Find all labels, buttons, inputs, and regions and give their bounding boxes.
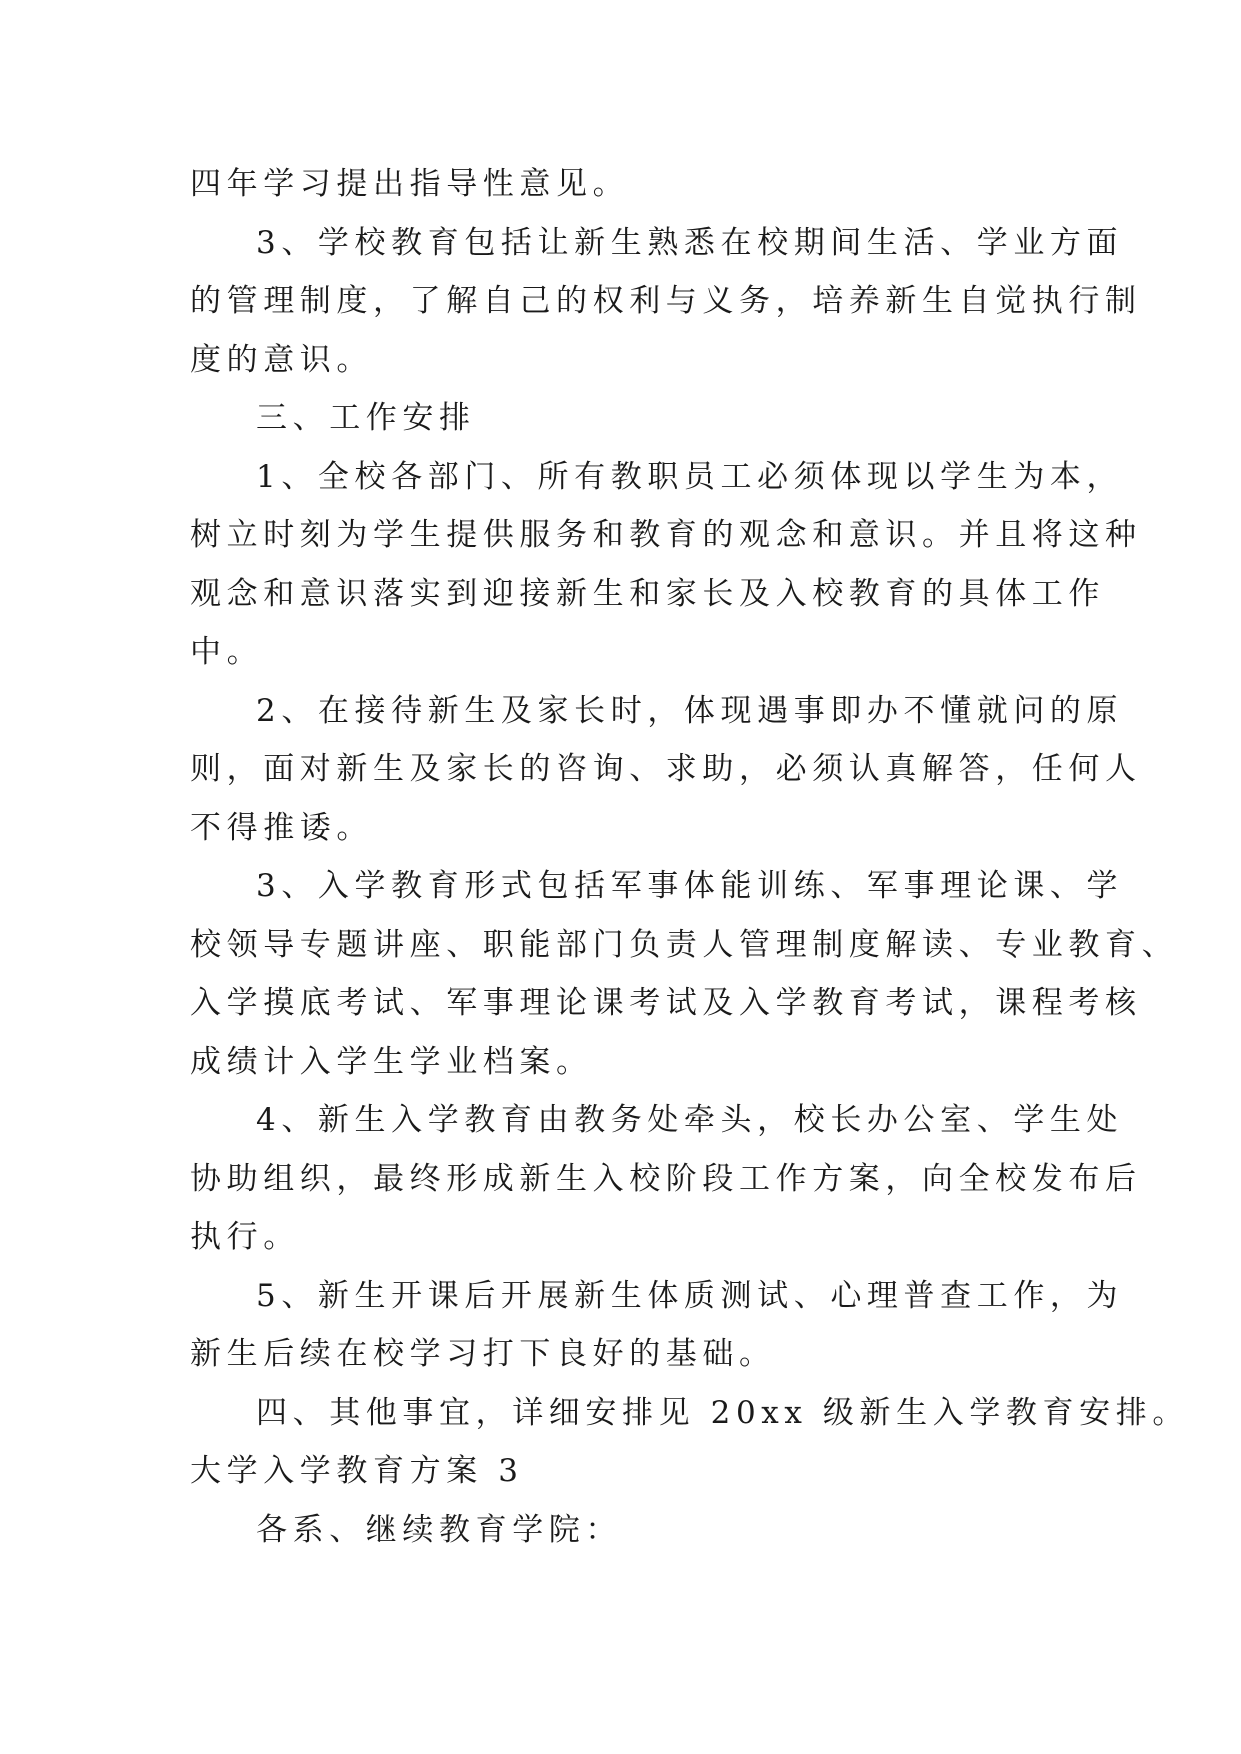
text-line: 4、新生入学教育由教务处牵头，校长办公室、学生处 [256,1102,1124,1138]
text-line: 观念和意识落实到迎接新生和家长及入校教育的具体工作 [190,575,1105,612]
text-line: 不得推诿。 [190,809,373,846]
text-line: 树立时刻为学生提供服务和教育的观念和意识。并且将这种 [190,517,1142,553]
salutation: 各系、继续教育学院： [256,1511,622,1548]
document-body [190,155,1189,1559]
document-title: 大学入学教育方案 3 [190,1453,524,1489]
text-line: 校领导专题讲座、职能部门负责人管理制度解读、专业教育、 [190,926,1179,963]
text-line: 3、入学教育形式包括军事体能训练、军事理论课、学 [256,868,1124,904]
text-line: 入学摸底考试、军事理论课考试及入学教育考试，课程考核 [190,985,1142,1021]
text-line: 的管理制度，了解自己的权利与义务，培养新生自觉执行制 [190,283,1142,319]
text-line: 2、在接待新生及家长时，体现遇事即办不懂就问的原 [256,692,1124,729]
section-heading: 三、工作安排 [256,400,476,436]
text-line: 协助组织，最终形成新生入校阶段工作方案，向全校发布后 [190,1160,1142,1197]
text-line: 度的意识。 [190,341,373,378]
text-line: 四年学习提出指导性意见。 [190,166,630,202]
text-line: 执行。 [190,1219,300,1255]
text-line: 成绩计入学生学业档案。 [190,1043,593,1080]
text-line: 新生后续在校学习打下良好的基础。 [190,1336,776,1372]
text-line: 则，面对新生及家长的咨询、求助，必须认真解答，任何人 [190,751,1142,787]
text-line: 3、学校教育包括让新生熟悉在校期间生活、学业方面 [256,224,1124,261]
text-line: 四、其他事宜，详细安排见 20xx 级新生入学教育安排。 [256,1394,1189,1431]
text-line: 1、全校各部门、所有教职员工必须体现以学生为本， [256,458,1124,495]
text-line: 5、新生开课后开展新生体质测试、心理普查工作，为 [256,1277,1124,1314]
text-line: 中。 [190,634,264,670]
